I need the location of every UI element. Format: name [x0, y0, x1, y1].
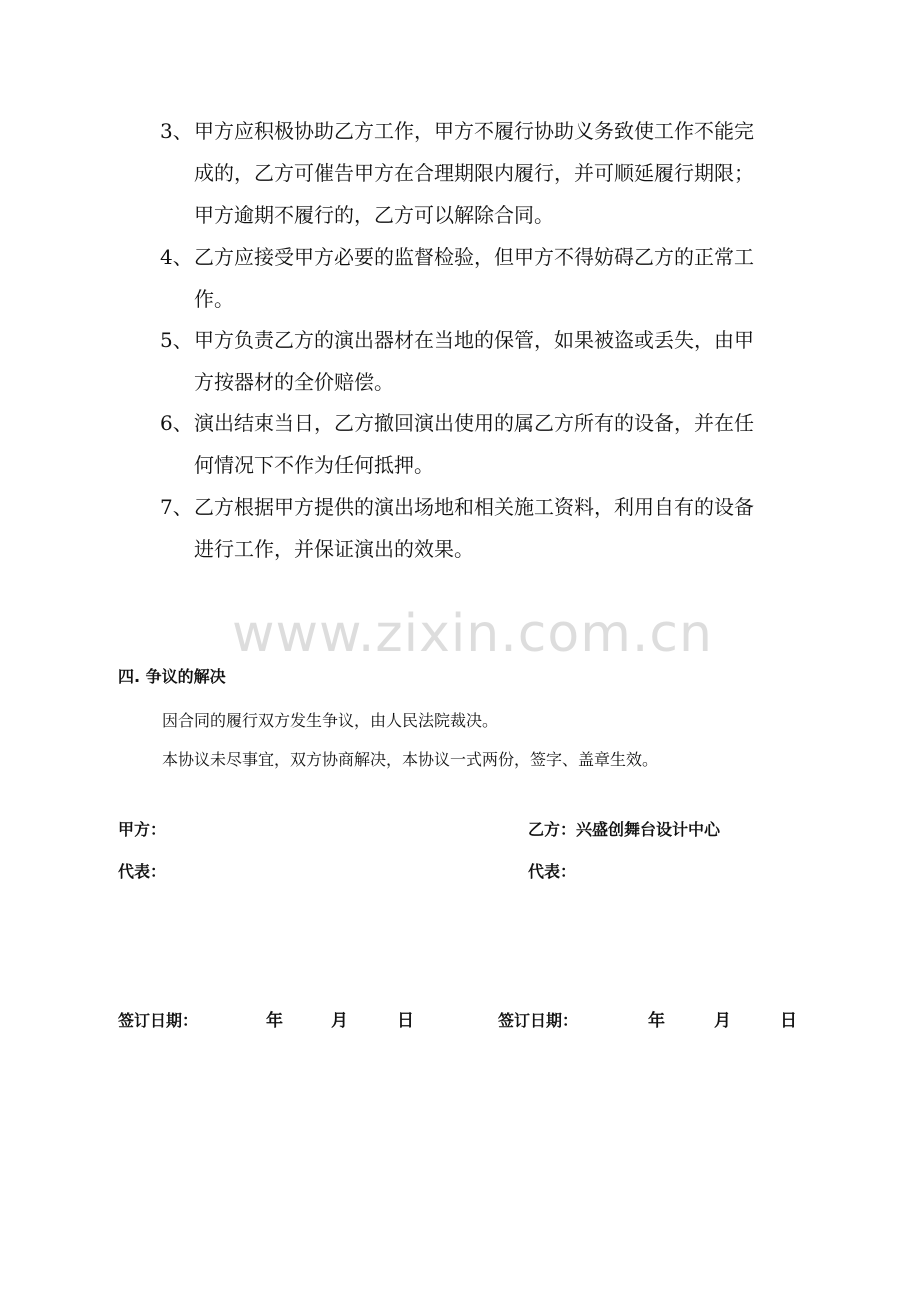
agreement-paragraph: 本协议未尽事宜，双方协商解决，本协议一式两份，签字、盖章生效。 [162, 750, 659, 769]
clause-line: 进行工作，并保证演出的效果。 [194, 537, 474, 561]
party-b-date-label: 签订日期： [498, 1011, 579, 1030]
clause-number: 6、 [160, 411, 193, 435]
clause-line: 乙方应接受甲方必要的监督检验，但甲方不得妨碍乙方的正常工 [194, 245, 754, 269]
clause-line: 方按器材的全价赔偿。 [194, 370, 394, 394]
party-b-representative-label: 代表： [528, 862, 577, 881]
clause-line: 甲方负责乙方的演出器材在当地的保管，如果被盗或丢失，由甲 [194, 328, 754, 352]
party-b-day: 日 [780, 1011, 797, 1031]
clause-number: 3、 [160, 119, 193, 143]
clause-line: 何情况下不作为任何抵押。 [194, 453, 434, 477]
party-b-year: 年 [648, 1011, 665, 1031]
clause-3 [160, 110, 810, 236]
clause-number: 5、 [160, 328, 193, 352]
party-b-label: 乙方：兴盛创舞台设计中心 [528, 820, 721, 839]
dispute-paragraph: 因合同的履行双方发生争议，由人民法院裁决。 [162, 711, 499, 730]
clause-5 [160, 319, 810, 403]
clause-line: 演出结束当日，乙方撤回演出使用的属乙方所有的设备，并在任 [194, 411, 754, 435]
clause-4 [160, 236, 810, 320]
section-heading: 四. 争议的解决 [118, 667, 226, 686]
clause-6 [160, 402, 810, 486]
clause-line: 作。 [194, 287, 234, 311]
party-a-date-label: 签订日期： [118, 1011, 199, 1030]
clause-line: 甲方逾期不履行的，乙方可以解除合同。 [194, 203, 554, 227]
clause-line: 乙方根据甲方提供的演出场地和相关施工资料，利用自有的设备 [194, 495, 754, 519]
clause-line: 成的，乙方可催告甲方在合理期限内履行，并可顺延履行期限； [194, 161, 754, 185]
party-b-month: 月 [714, 1011, 731, 1031]
party-a-year: 年 [266, 1011, 283, 1031]
watermark: www.zixin.com.cn [232, 604, 713, 664]
party-a-day: 日 [397, 1011, 414, 1031]
clause-number: 7、 [160, 495, 193, 519]
clause-7 [160, 486, 810, 570]
clause-line: 甲方应积极协助乙方工作，甲方不履行协助义务致使工作不能完 [194, 119, 754, 143]
party-a-month: 月 [331, 1011, 348, 1031]
clause-number: 4、 [160, 245, 193, 269]
party-a-label: 甲方： [118, 820, 167, 839]
party-a-representative-label: 代表： [118, 862, 167, 881]
